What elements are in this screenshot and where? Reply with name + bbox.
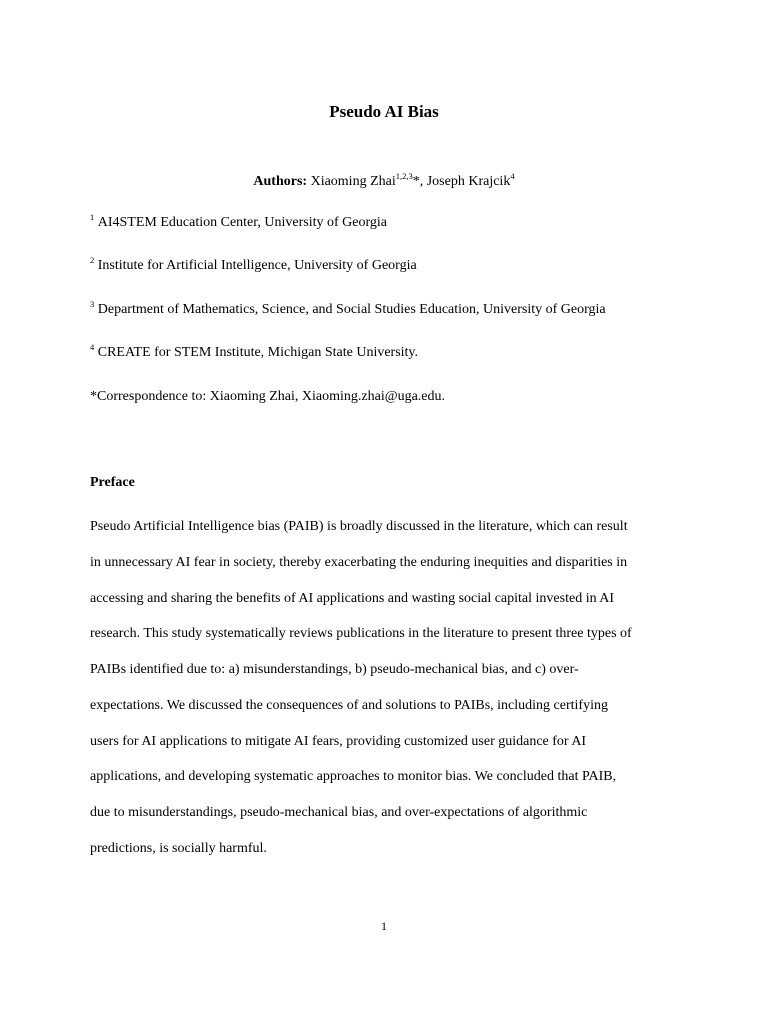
page-title: Pseudo AI Bias: [329, 102, 439, 121]
affiliation-1: [90, 214, 387, 232]
author-1-name: Xiaoming Zhai: [310, 174, 396, 189]
author-2-affiliation-mark: 4: [510, 171, 515, 181]
correspondence-line: *Correspondence to: Xiaoming Zhai, Xiaoming.zhai@uga.edu.: [90, 389, 446, 404]
author-1-affiliation-marks: 1,2,3: [395, 171, 413, 181]
affiliation-2: [90, 257, 417, 275]
authors-line: [0, 173, 768, 191]
affiliation-1-number: 1: [90, 212, 95, 222]
preface-line: due to misunderstandings, pseudo-mechanical bias, and over-expectations of algorithmic: [90, 805, 588, 820]
preface-line: in unnecessary AI fear in society, thereby exacerbating the enduring inequities and disparities in: [90, 555, 628, 570]
authors-label: Authors:: [253, 174, 308, 189]
affiliation-2-text: Institute for Artificial Intelligence, University of Georgia: [97, 258, 417, 273]
preface-line: users for AI applications to mitigate AI fears, providing customized user guidance for AI: [90, 734, 587, 749]
affiliation-4: [90, 344, 418, 362]
affiliation-3-text: Department of Mathematics, Science, and Social Studies Education, University of Georgia: [97, 302, 606, 317]
preface-line: research. This study systematically reviews publications in the literature to present three types of: [90, 626, 632, 641]
page-number: 1: [381, 919, 387, 933]
preface-line: expectations. We discussed the consequences of and solutions to PAIBs, including certifying: [90, 698, 608, 713]
affiliation-2-number: 2: [90, 255, 95, 265]
preface-line: accessing and sharing the benefits of AI applications and wasting social capital invested in AI: [90, 591, 615, 606]
affiliation-3-number: 3: [90, 299, 95, 309]
affiliation-4-text: CREATE for STEM Institute, Michigan State University.: [97, 345, 419, 360]
preface-line: predictions, is socially harmful.: [90, 841, 267, 856]
author-2-name: *, Joseph Krajcik: [412, 174, 511, 189]
preface-line: applications, and developing systematic approaches to monitor bias. We concluded that PAIB,: [90, 769, 617, 784]
affiliation-4-number: 4: [90, 342, 95, 352]
preface-line: PAIBs identified due to: a) misunderstandings, b) pseudo-mechanical bias, and c) over-: [90, 662, 579, 677]
section-heading-preface: Preface: [90, 475, 135, 490]
affiliation-1-text: AI4STEM Education Center, University of Georgia: [97, 215, 387, 230]
affiliation-3: [90, 301, 606, 319]
preface-line: Pseudo Artificial Intelligence bias (PAIB) is broadly discussed in the literature, which can result: [90, 519, 628, 534]
